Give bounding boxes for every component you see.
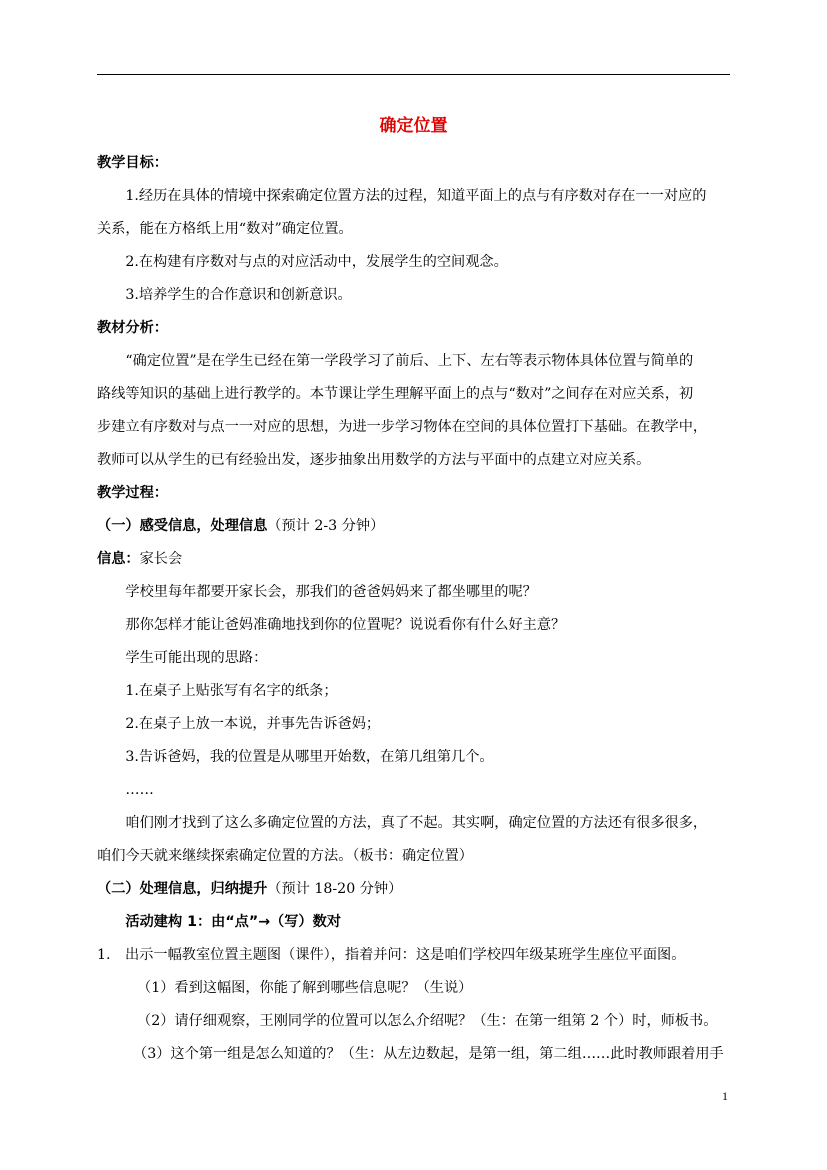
info-label: 信息： [97,551,140,567]
goal-item-1-line-2: 关系，能在方格纸上用“数对”确定位置。 [97,221,353,237]
process-heading: 教学过程： [97,485,168,501]
para-1: 学校里每年都要开家长会，那我们的爸爸妈妈来了都坐哪里的呢？ [125,584,537,600]
header-rule [97,74,730,75]
ellipsis: …… [125,782,154,798]
section-1-heading [97,510,737,543]
page-title: 确定位置 [379,116,448,136]
para-2: 那你怎样才能让爸妈准确地找到你的位置呢？说说看你有什么好主意？ [125,617,566,633]
sub-item-3: （3）这个第一组是怎么知道的？（生：从左边数起，是第一组，第二组……此时教师跟着用手 [133,1046,724,1062]
section-1-note: （预计 2-3 分钟） [267,518,385,534]
goal-item-2: 2.在构建有序数对与点的对应活动中，发展学生的空间观念。 [125,254,508,270]
activity-heading: 活动建构 1：由“点”→（写）数对 [125,914,341,930]
analysis-line-2: 路线等知识的基础上进行教学的。本节课让学生理解平面上的点与“数对”之间存在对应关系，初 [97,386,694,402]
page-number: 1 [722,1089,728,1103]
idea-1: 1.在桌子上贴张写有名字的纸条； [125,683,338,699]
para-4-line-1: 咱们刚才找到了这么多确定位置的方法，真了不起。其实啊，确定位置的方法还有很多很多， [125,815,708,831]
sub-item-2: （2）请仔细观察，王刚同学的位置可以怎么介绍呢？（生：在第一组第 2 个）时，师板书。 [137,1013,718,1029]
section-2-title: （二）处理信息，归纳提升 [97,881,268,897]
idea-2: 2.在桌子上放一本说，并事先告诉爸妈； [125,716,381,732]
step-1-text: 出示一幅教室位置主题图（课件），指着并问：这是咱们学校四年级某班学生座位平面图。 [125,947,686,963]
goal-item-1-line-1: 1.经历在具体的情境中探索确定位置方法的过程，知道平面上的点与有序数对存在一一对应的 [125,188,707,204]
analysis-line-3: 步建立有序数对与点一一对应的思想，为进一步学习物体在空间的具体位置打下基础。在教学中， [97,419,708,435]
analysis-heading: 教材分析： [97,320,168,336]
goal-item-3: 3.培养学生的合作意识和创新意识。 [125,287,352,303]
section-1-title: （一）感受信息，处理信息 [97,518,268,534]
document-body [97,147,737,1071]
analysis-line-1: “确定位置”是在学生已经在第一学段学习了前后、上下、左右等表示物体具体位置与简单的 [125,353,694,369]
sub-item-1: （1）看到这幅图，你能了解到哪些信息呢？（生说） [137,980,473,996]
step-1-number: 1. [97,947,111,963]
analysis-line-4: 教师可以从学生的已有经验出发，逐步抽象出用数学的方法与平面中的点建立对应关系。 [97,452,651,468]
para-4-line-2: 咱们今天就来继续探索确定位置的方法。（板书：确定位置） [97,848,473,864]
info-text: 家长会 [139,551,183,567]
section-2-heading [97,873,737,906]
step-1 [97,939,737,972]
section-2-note: （预计 18-20 分钟） [267,881,403,897]
goals-heading: 教学目标： [97,155,168,171]
idea-3: 3.告诉爸妈，我的位置是从哪里开始数，在第几组第几个。 [125,749,494,765]
para-3: 学生可能出现的思路： [125,650,268,666]
info-line [97,543,737,576]
